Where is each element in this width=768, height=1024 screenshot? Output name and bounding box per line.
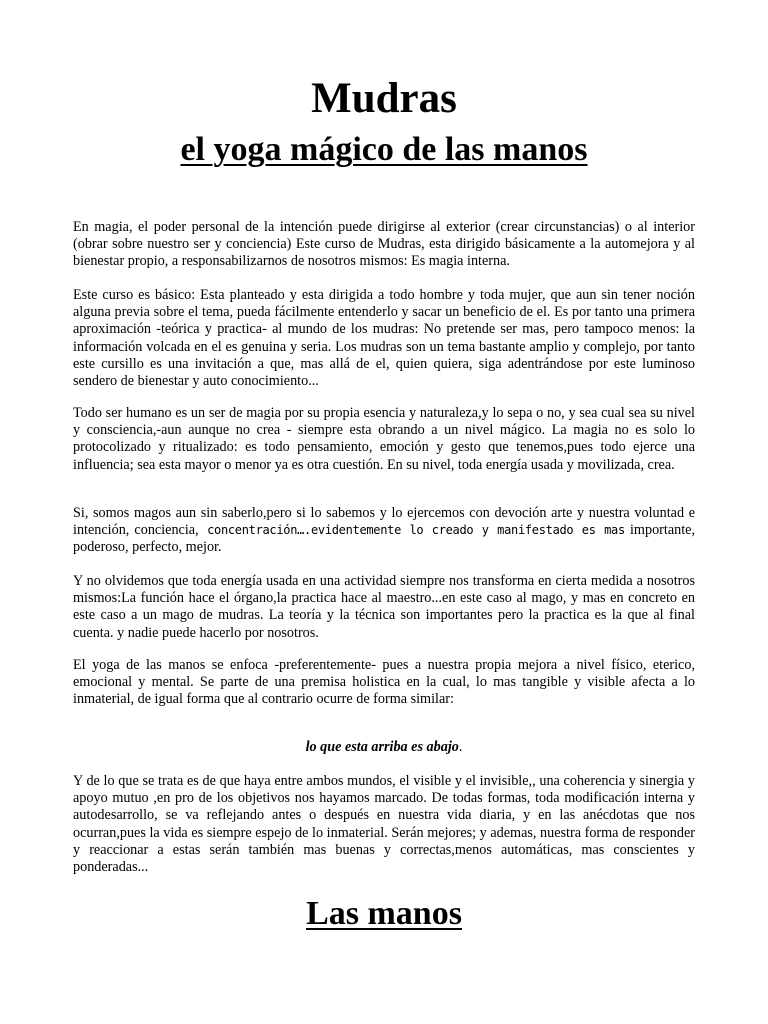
section-heading [0, 893, 768, 935]
quote-line [0, 739, 768, 756]
section-heading-text: Las manos [306, 895, 462, 932]
paragraph-7: Y de lo que se trata es de que haya entre ambos mundos, el visible y el invisible,, una coherencia y sinergia y apoyo mutuo ,en pro de los objetivos nos hayamos marcado. De todas formas, toda modificación interna y autodesarrollo, se va reflejando antes o después en nuestra vida diaria, y en las anécdotas que nos ocurran,pues la vida es siempre espejo de lo inmaterial. Serán mejores; y ademas, nuestra forma de responder y reaccionar a estas serán también mas buenas y correctas,menos automáticas, mas conscientes y ponderadas... [73, 773, 695, 876]
quote-end: . [458, 739, 463, 755]
document-subtitle [0, 130, 768, 170]
paragraph-6: El yoga de las manos se enfoca -preferentemente- pues a nuestra propia mejora a nivel físico, eterico, emocional y mental. Se parte de una premisa holistica en la cual, lo mas tangible y visible afecta a lo inmaterial, de igual forma que al contrario ocurre de forma similar: [73, 657, 695, 708]
paragraph-3: Todo ser humano es un ser de magia por su propia esencia y naturaleza,y lo sepa o no, y sea cual sea su nivel y consciencia,-aun aunque no crea - siempre esta obrando a un nivel mágico. La magia no es solo lo protocolizado y ritualizado: es todo pensamiento, emoción y gesto que tenemos,pues todo ejerce una influencia; sea esta mayor o menor ya es otra cuestión. En su nivel, toda energía usada y movilizada, crea. [73, 405, 695, 473]
paragraph-2: Este curso es básico: Esta planteado y esta dirigida a todo hombre y toda mujer, que aun sin tener noción alguna previa sobre el tema, pueda fácilmente entenderlo y sacar un beneficio de el. Es por tanto una primera aproximación -teórica y practica- al mundo de los mudras: No pretende ser mas, pero tampoco menos: la información volcada en el es genuina y seria. Los mudras son un tema bastante amplio y complejo, por tanto este cursillo es una invitación a que, mas allá de el, quien quiera, siga adentrándose por este luminoso sendero de bienestar y auto conocimiento... [73, 287, 695, 390]
paragraph-1: En magia, el poder personal de la intención puede dirigirse al exterior (crear circunstancias) o al interior (obrar sobre nuestro ser y conciencia) Este curso de Mudras, esta dirigido básicamente a la automejora y al bienestar propio, a responsabilizarnos de nosotros mismos: Es magia interna. [73, 219, 695, 270]
paragraph-4 [73, 505, 695, 557]
paragraph-5: Y no olvidemos que toda energía usada en una actividad siempre nos transforma en cierta medida a nosotros mismos:La función hace el órgano,la practica hace al maestro...en este caso al mago, y mas en concreto en este caso a un mago de mudras. La teoría y la técnica son importantes pero la practica es la que al final cuenta. y nadie puede hacerlo por nosotros. [73, 573, 695, 641]
quote-text: lo que esta arriba es abajo [305, 739, 459, 755]
paragraph-4-text-b: importante, poderoso, perfecto, mejor. [73, 522, 696, 556]
paragraph-4-mono-run: concentración….evidentemente lo creado y manifestado es mas [198, 523, 625, 538]
document-title: Mudras [311, 75, 457, 122]
paragraph-4-text-a: Si, somos magos aun sin saberlo,pero si lo sabemos y lo ejercemos con devoción arte y nuestra voluntad e intención, conciencia, [73, 505, 695, 539]
subtitle-text: el yoga mágico de las manos [180, 131, 588, 168]
